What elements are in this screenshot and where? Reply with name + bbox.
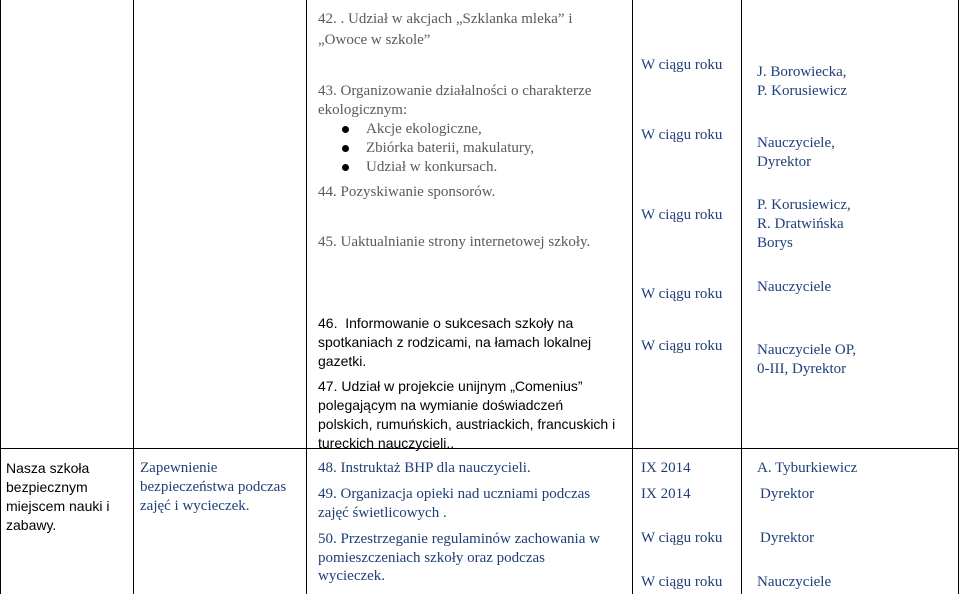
responsible-cell: Dyrektor (760, 486, 815, 502)
task-cell: zajęć i wycieczek. (140, 498, 250, 514)
activity-line: polskich, rumuńskich, austriackich, francuskich i (318, 416, 616, 432)
area-cell: bezpiecznym (6, 479, 88, 495)
column-divider-task (306, 0, 307, 594)
responsible-cell: Nauczyciele (757, 279, 832, 295)
responsible-cell: P. Korusiewicz, (757, 197, 851, 213)
term-cell: W ciągu roku (641, 127, 723, 143)
bullet-icon (342, 126, 349, 133)
activity-line: ekologicznym: (318, 102, 408, 118)
responsible-cell: Dyrektor (760, 530, 815, 546)
activity-line: 46. Informowanie o sukcesach szkoły na (318, 315, 574, 331)
term-cell: W ciągu roku (641, 530, 723, 546)
activity-bullet-item: Udział w konkursach. (366, 159, 498, 175)
responsible-cell: P. Korusiewicz (757, 83, 847, 99)
responsible-cell: Borys (757, 235, 793, 251)
area-cell: zabawy. (6, 517, 57, 533)
task-cell: Zapewnienie (140, 460, 218, 476)
activity-line: 48. Instruktaż BHP dla nauczycieli. (318, 460, 531, 476)
activity-line: spotkaniach z rodzicami, na łamach lokalnej (318, 334, 592, 350)
activity-line: 49. Organizacja opieki nad uczniami podczas (318, 486, 591, 502)
responsible-cell: R. Dratwińska (757, 216, 844, 232)
area-cell: Nasza szkoła (6, 460, 90, 476)
activity-line: 45. Uaktualnianie strony internetowej szkoły. (318, 234, 591, 250)
column-divider-terms (741, 0, 742, 594)
bullet-icon (342, 164, 349, 171)
term-cell: W ciągu roku (641, 57, 723, 73)
column-divider-activities (632, 0, 633, 594)
activity-line: polegającym na wymianie doświadczeń (318, 397, 564, 413)
activity-line: pomieszczeniach szkoły oraz podczas (318, 550, 545, 566)
activity-line: wycieczek. (318, 568, 386, 584)
area-cell: miejscem nauki i (6, 498, 110, 514)
responsible-cell: A. Tyburkiewicz (757, 460, 858, 476)
term-cell: W ciągu roku (641, 574, 723, 590)
activity-bullet-item: Zbiórka baterii, makulatury, (366, 140, 535, 156)
activity-line: tureckich nauczycieli.. (318, 435, 455, 451)
task-cell: bezpieczeństwa podczas (140, 479, 287, 495)
table-border-left (0, 0, 1, 594)
activity-line: 42. . Udział w akcjach „Szklanka mleka” i (318, 11, 573, 27)
activity-line: 47. Udział w projekcie unijnym „Comenius” (318, 378, 583, 394)
responsible-cell: 0-III, Dyrektor (757, 361, 847, 377)
activity-line: 50. Przestrzeganie regulaminów zachowania w (318, 531, 600, 547)
activity-line: zajęć świetlicowych . (318, 505, 447, 521)
activity-line: 43. Organizowanie działalności o charakterze (318, 83, 592, 99)
bullet-icon (342, 145, 349, 152)
table-border-right (958, 0, 959, 594)
term-cell: W ciągu roku (641, 338, 723, 354)
term-cell: W ciągu roku (641, 207, 723, 223)
column-divider-area (133, 0, 134, 594)
activity-line: 44. Pozyskiwanie sponsorów. (318, 184, 496, 200)
responsible-cell: Nauczyciele, (757, 135, 835, 151)
responsible-cell: Dyrektor (757, 154, 812, 170)
responsible-cell: Nauczyciele OP, (757, 342, 857, 358)
activity-line: „Owoce w szkole” (318, 32, 431, 48)
term-cell: W ciągu roku (641, 286, 723, 302)
activity-line: gazetki. (318, 353, 367, 369)
term-cell: IX 2014 (641, 486, 691, 502)
activity-bullet-item: Akcje ekologiczne, (366, 121, 482, 137)
row-divider (0, 448, 959, 449)
responsible-cell: J. Borowiecka, (757, 64, 847, 80)
term-cell: IX 2014 (641, 460, 691, 476)
responsible-cell: Nauczyciele (757, 574, 832, 590)
